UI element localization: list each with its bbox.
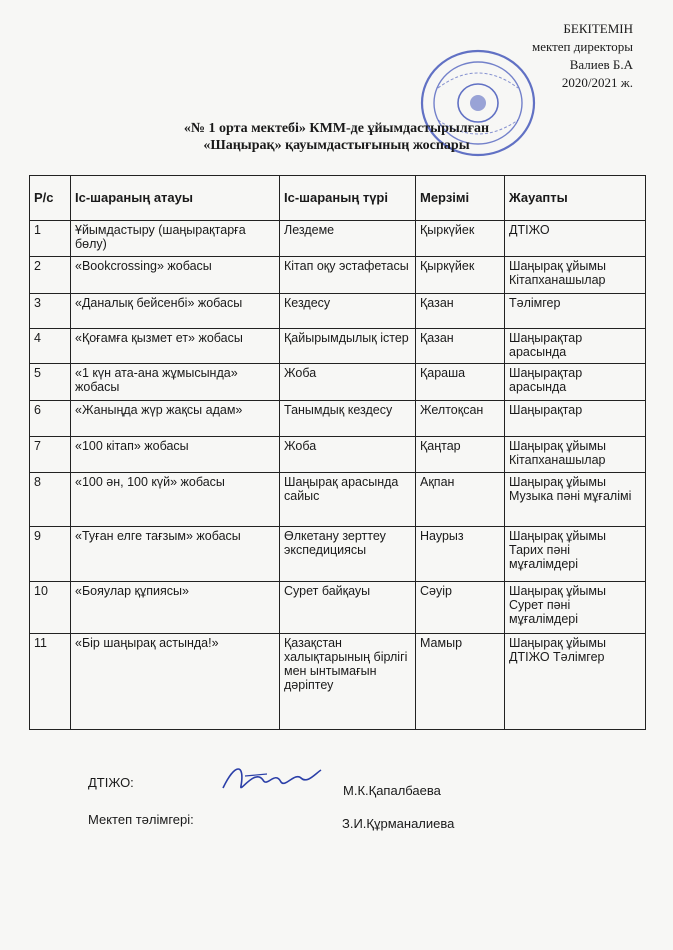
- table-row: [30, 329, 646, 364]
- signature-name-2: З.И.Құрманалиева: [342, 816, 455, 831]
- row-deadline: Қаңтар: [416, 437, 505, 473]
- row-deadline: Қараша: [416, 364, 505, 401]
- row-event-type: Жоба: [280, 437, 416, 473]
- row-number: 10: [30, 582, 71, 634]
- row-responsible: Шаңырақ ұйымы Тарих пәні мұғалімдері: [505, 527, 646, 582]
- table-row: [30, 364, 646, 401]
- row-event-type: Танымдық кездесу: [280, 401, 416, 437]
- header-event-type: Іс-шараның түрі: [280, 176, 416, 221]
- approval-name: Валиев Б.А: [569, 57, 633, 72]
- row-responsible: Шаңырақ ұйымы Кітапханашылар: [505, 257, 646, 294]
- row-event-name: Ұйымдастыру (шаңырақтарға бөлу): [71, 221, 280, 257]
- row-number: 11: [30, 634, 71, 730]
- row-event-name: «Даналық бейсенбі» жобасы: [71, 294, 280, 329]
- header-number: Р/с: [30, 176, 71, 221]
- row-deadline: Ақпан: [416, 473, 505, 527]
- table-row: [30, 221, 646, 257]
- row-event-type: Кездесу: [280, 294, 416, 329]
- row-responsible: Шаңырақ ұйымы Музыка пәні мұғалімі: [505, 473, 646, 527]
- row-event-type: Жоба: [280, 364, 416, 401]
- document-title: [0, 120, 673, 154]
- table-row: [30, 582, 646, 634]
- table-row: [30, 473, 646, 527]
- row-event-name: «100 кітап» жобасы: [71, 437, 280, 473]
- row-event-name: «100 ән, 100 күй» жобасы: [71, 473, 280, 527]
- row-number: 2: [30, 257, 71, 294]
- handwritten-signature: [215, 758, 325, 798]
- row-deadline: Желтоқсан: [416, 401, 505, 437]
- row-event-type: Қазақстан халықтарының бірлігі мен ынтымағын дәріптеу: [280, 634, 416, 730]
- row-number: 4: [30, 329, 71, 364]
- header-deadline: Мерзімі: [416, 176, 505, 221]
- row-deadline: Қыркүйек: [416, 257, 505, 294]
- table-header-row: [30, 176, 646, 221]
- table-row: [30, 634, 646, 730]
- row-event-type: Сурет байқауы: [280, 582, 416, 634]
- plan-table: [29, 175, 646, 730]
- row-number: 5: [30, 364, 71, 401]
- row-number: 3: [30, 294, 71, 329]
- row-deadline: Наурыз: [416, 527, 505, 582]
- approval-block: [532, 20, 633, 92]
- table-row: [30, 294, 646, 329]
- header-responsible: Жауапты: [505, 176, 646, 221]
- row-responsible: Шаңырақ ұйымы Сурет пәні мұғалімдері: [505, 582, 646, 634]
- row-deadline: Мамыр: [416, 634, 505, 730]
- row-responsible: ДТІЖО: [505, 221, 646, 257]
- row-responsible: Шаңырақ ұйымы Кітапханашылар: [505, 437, 646, 473]
- header-event-name: Іс-шараның атауы: [71, 176, 280, 221]
- row-event-type: Кітап оқу эстафетасы: [280, 257, 416, 294]
- signature-name-1: М.К.Қапалбаева: [343, 783, 441, 798]
- row-event-name: «Бір шаңырақ астында!»: [71, 634, 280, 730]
- signature-role-1: ДТІЖО:: [88, 775, 134, 790]
- row-deadline: Қазан: [416, 329, 505, 364]
- row-number: 9: [30, 527, 71, 582]
- row-number: 1: [30, 221, 71, 257]
- approval-heading: БЕКІТЕМІН: [563, 21, 633, 36]
- approval-year: 2020/2021 ж.: [561, 75, 633, 90]
- approval-position: мектеп директоры: [531, 39, 633, 54]
- signature-role-2: Мектеп тәлімгері:: [88, 812, 194, 827]
- row-event-name: «Bookcrossing» жобасы: [71, 257, 280, 294]
- table-row: [30, 401, 646, 437]
- row-number: 8: [30, 473, 71, 527]
- row-responsible: Тәлімгер: [505, 294, 646, 329]
- row-responsible: Шаңырақтар арасында: [505, 329, 646, 364]
- row-responsible: Шаңырақтар арасында: [505, 364, 646, 401]
- row-deadline: Сәуір: [416, 582, 505, 634]
- table-row: [30, 437, 646, 473]
- row-event-type: Өлкетану зерттеу экспедициясы: [280, 527, 416, 582]
- row-event-type: Қайырымдылық істер: [280, 329, 416, 364]
- row-event-name: «Туған елге тағзым» жобасы: [71, 527, 280, 582]
- row-responsible: Шаңырақтар: [505, 401, 646, 437]
- row-deadline: Қазан: [416, 294, 505, 329]
- row-event-name: «Қоғамға қызмет ет» жобасы: [71, 329, 280, 364]
- row-event-name: «Бояулар құпиясы»: [71, 582, 280, 634]
- row-event-type: Шаңырақ арасында сайыс: [280, 473, 416, 527]
- row-responsible: Шаңырақ ұйымы ДТІЖО Тәлімгер: [505, 634, 646, 730]
- row-number: 6: [30, 401, 71, 437]
- row-deadline: Қыркүйек: [416, 221, 505, 257]
- table-row: [30, 257, 646, 294]
- title-line-1: «№ 1 орта мектебі» КММ-де ұйымдастырылған: [183, 121, 490, 136]
- table-row: [30, 527, 646, 582]
- row-number: 7: [30, 437, 71, 473]
- title-line-2: «Шаңырақ» қауымдастығының жоспары: [203, 138, 470, 153]
- row-event-name: «Жаныңда жүр жақсы адам»: [71, 401, 280, 437]
- row-event-name: «1 күн ата-ана жұмысында» жобасы: [71, 364, 280, 401]
- row-event-type: Лездеме: [280, 221, 416, 257]
